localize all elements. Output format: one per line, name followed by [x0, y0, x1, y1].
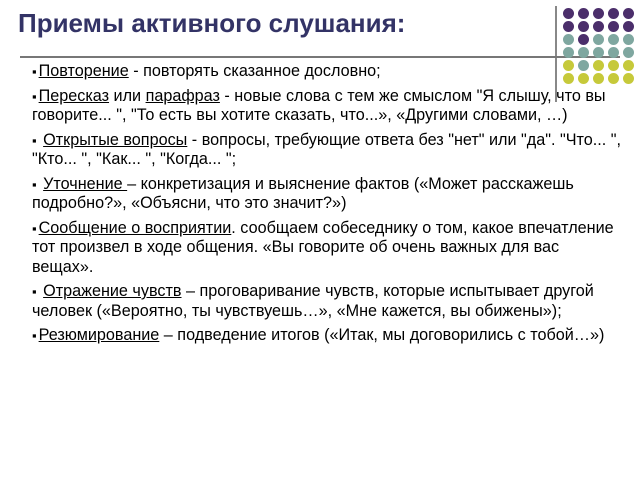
decorative-dot [623, 34, 634, 45]
square-bullet-icon: ▪ [32, 88, 37, 104]
decorative-dot [578, 21, 589, 32]
decorative-dot [623, 47, 634, 58]
square-bullet-icon: ▪ [32, 220, 37, 236]
list-item [32, 175, 622, 214]
item-text: – конкретизация и выяснение фактов («Может расскажешь подробно?», «Объясни, что это значит?») [32, 174, 574, 212]
decorative-dot [578, 34, 589, 45]
term-link: Открытые вопросы [43, 130, 188, 149]
list-item [32, 62, 622, 82]
decorative-dot [578, 8, 589, 19]
square-bullet-icon: ▪ [32, 328, 37, 343]
decorative-dot [623, 73, 634, 84]
list-item [32, 326, 622, 346]
term-link: Резюмирование [38, 326, 160, 344]
decorative-dot [608, 47, 619, 58]
term-link: Повторение [38, 62, 129, 80]
decorative-dot [593, 34, 604, 45]
term-link: Уточнение [43, 174, 128, 193]
technique-list [32, 62, 622, 351]
square-bullet-icon: ▪ [32, 132, 37, 148]
decorative-dot [608, 8, 619, 19]
decorative-dot [593, 47, 604, 58]
decorative-dot [608, 21, 619, 32]
list-item [32, 87, 622, 126]
decorative-dot [623, 60, 634, 71]
item-text: - вопросы, требующие ответа без "нет" или "да". "Что... ", "Кто... ", "Как... ", "Когда... "; [32, 130, 621, 168]
decorative-dot [563, 21, 574, 32]
list-item [32, 219, 622, 278]
decorative-dot [623, 8, 634, 19]
list-item [32, 282, 622, 321]
term-link: парафраз [145, 86, 220, 105]
list-item [32, 131, 622, 170]
item-text: – подведение итогов («Итак, мы договорились с тобой…») [159, 326, 605, 344]
title-underline [20, 56, 620, 58]
term-link: Сообщение о восприятии [38, 218, 232, 237]
decorative-dot [623, 21, 634, 32]
decorative-dot [578, 47, 589, 58]
square-bullet-icon: ▪ [32, 176, 37, 192]
slide-title: Приемы активного слушания: [18, 8, 406, 38]
item-text: . сообщаем собеседнику о том, какое впечатление тот произвел в ходе общения. «Вы говорите об очень важных для вас вещах». [32, 218, 614, 276]
decorative-dot [608, 34, 619, 45]
term-link: Отражение чувств [43, 282, 182, 300]
decorative-dot [563, 8, 574, 19]
decorative-dot [593, 21, 604, 32]
square-bullet-icon: ▪ [32, 64, 37, 79]
square-bullet-icon: ▪ [32, 284, 37, 299]
decorative-dot [563, 47, 574, 58]
item-text: - повторять сказанное дословно; [128, 62, 381, 80]
item-text: или [109, 86, 146, 105]
item-text: - новые слова с тем же смыслом "Я слышу, что вы говорите... ", "То есть вы хотите сказать, что...», «Другими словами, …) [32, 86, 606, 124]
decorative-dot [593, 8, 604, 19]
term-link: Пересказ [38, 86, 110, 105]
item-text: – проговаривание чувств, которые испытывает другой человек («Вероятно, ты чувствуешь…», «Мне кажется, вы обижены»); [32, 282, 594, 320]
decorative-dot [563, 34, 574, 45]
